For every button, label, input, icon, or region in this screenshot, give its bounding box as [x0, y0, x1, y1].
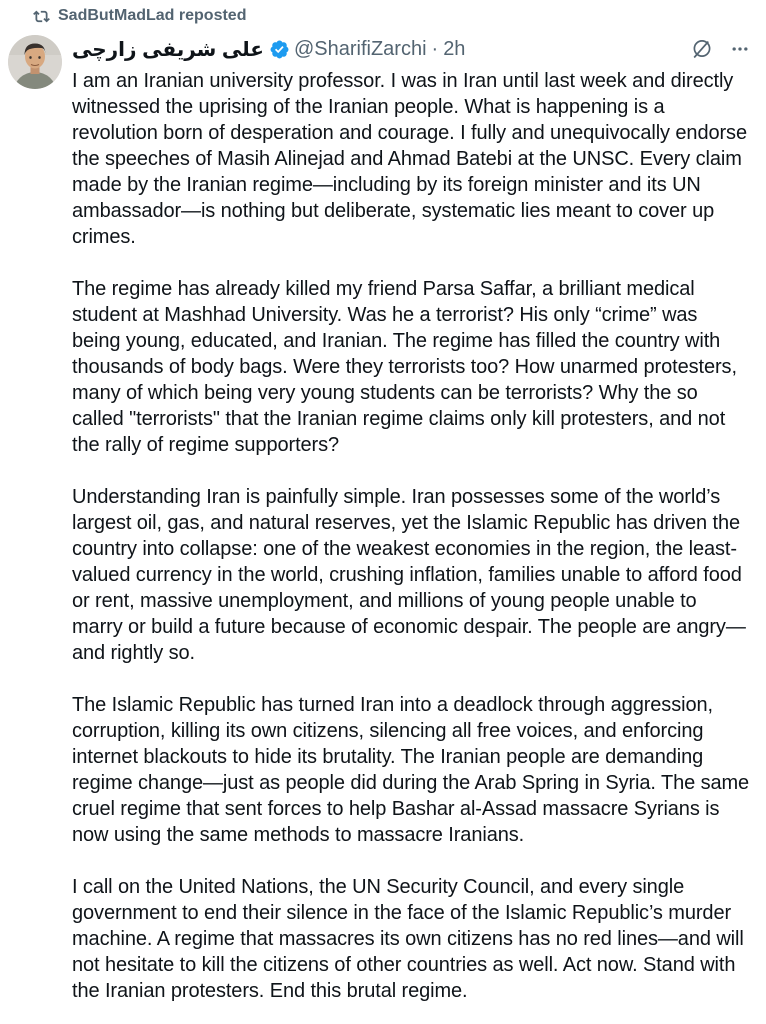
repost-header-label[interactable]: SadButMadLad reposted: [58, 7, 247, 24]
more-options-icon[interactable]: [730, 39, 750, 59]
grok-icon[interactable]: [690, 37, 714, 61]
tweet-text: [72, 68, 750, 1004]
tweet-timestamp[interactable]: 2h: [443, 37, 466, 60]
repost-icon: [8, 8, 50, 25]
verified-badge-icon: [269, 39, 290, 60]
repost-header[interactable]: [8, 7, 756, 25]
tweet-paragraph-4: The Islamic Republic has turned Iran into a deadlock through aggression, corruption, killing its own citizens, silencing all free voices, and enforcing internet blackouts to hide its brutality. The Iranian people are demanding regime change—just as people did during the Arab Spring in Syria. The same cruel regime that sent forces to help Bashar al-Assad massacre Syrians is now using the same methods to massacre Iranians.: [72, 694, 750, 846]
tweet-header-row: [72, 33, 750, 65]
avatar[interactable]: [8, 35, 62, 89]
author-handle[interactable]: @SharifiZarchi: [293, 37, 427, 60]
tweet-header-actions: [690, 37, 750, 61]
tweet-paragraph-5: I call on the United Nations, the UN Security Council, and every single government to end their silence in the face of the Islamic Republic’s murder machine. A regime that massacres its own citizens has no red lines—and will not hesitate to kill the citizens of other countries as well. Act now. Stand with the Iranian protesters. End this brutal regime.: [72, 876, 744, 1002]
tweet-content: [72, 33, 756, 1004]
dot-separator: ·: [431, 37, 439, 60]
avatar-column: [8, 33, 62, 1004]
tweet-paragraph-3: Understanding Iran is painfully simple. Iran possesses some of the world’s largest oil, gas, and natural reserves, yet the Islamic Republic has driven the country into collapse: one of the weakest economies in the region, the least-valued currency in the world, crushing inflation, families unable to afford food or rent, massive unemployment, and millions of young people unable to marry or build a future because of economic despair. The people are angry—and rightly so.: [72, 486, 746, 664]
author-display-name[interactable]: علی شریفی زارچی: [72, 38, 264, 61]
tweet-paragraph-2: The regime has already killed my friend Parsa Saffar, a brilliant medical student at Mashhad University. Was he a terrorist? His only “crime” was being young, educated, and Iranian. The regime has filled the country with thousands of body bags. Were they terrorists too? How unarmed protesters, many of which being very young students can be terrorists? Why the so called "terrorists" that the Iranian regime claims only kill protesters, and not the rally of regime supporters?: [72, 278, 737, 456]
tweet-paragraph-1: I am an Iranian university professor. I was in Iran until last week and directly witnessed the uprising of the Iranian people. What is happening is a revolution born of desperation and courage. I fully and unequivocally endorse the speeches of Masih Alinejad and Ahmad Batebi at the UNSC. Every claim made by the Iranian regime—including by its foreign minister and its UN ambassador—is nothing but deliberate, systematic lies meant to cover up crimes.: [72, 70, 747, 248]
tweet-article: [8, 33, 756, 1004]
